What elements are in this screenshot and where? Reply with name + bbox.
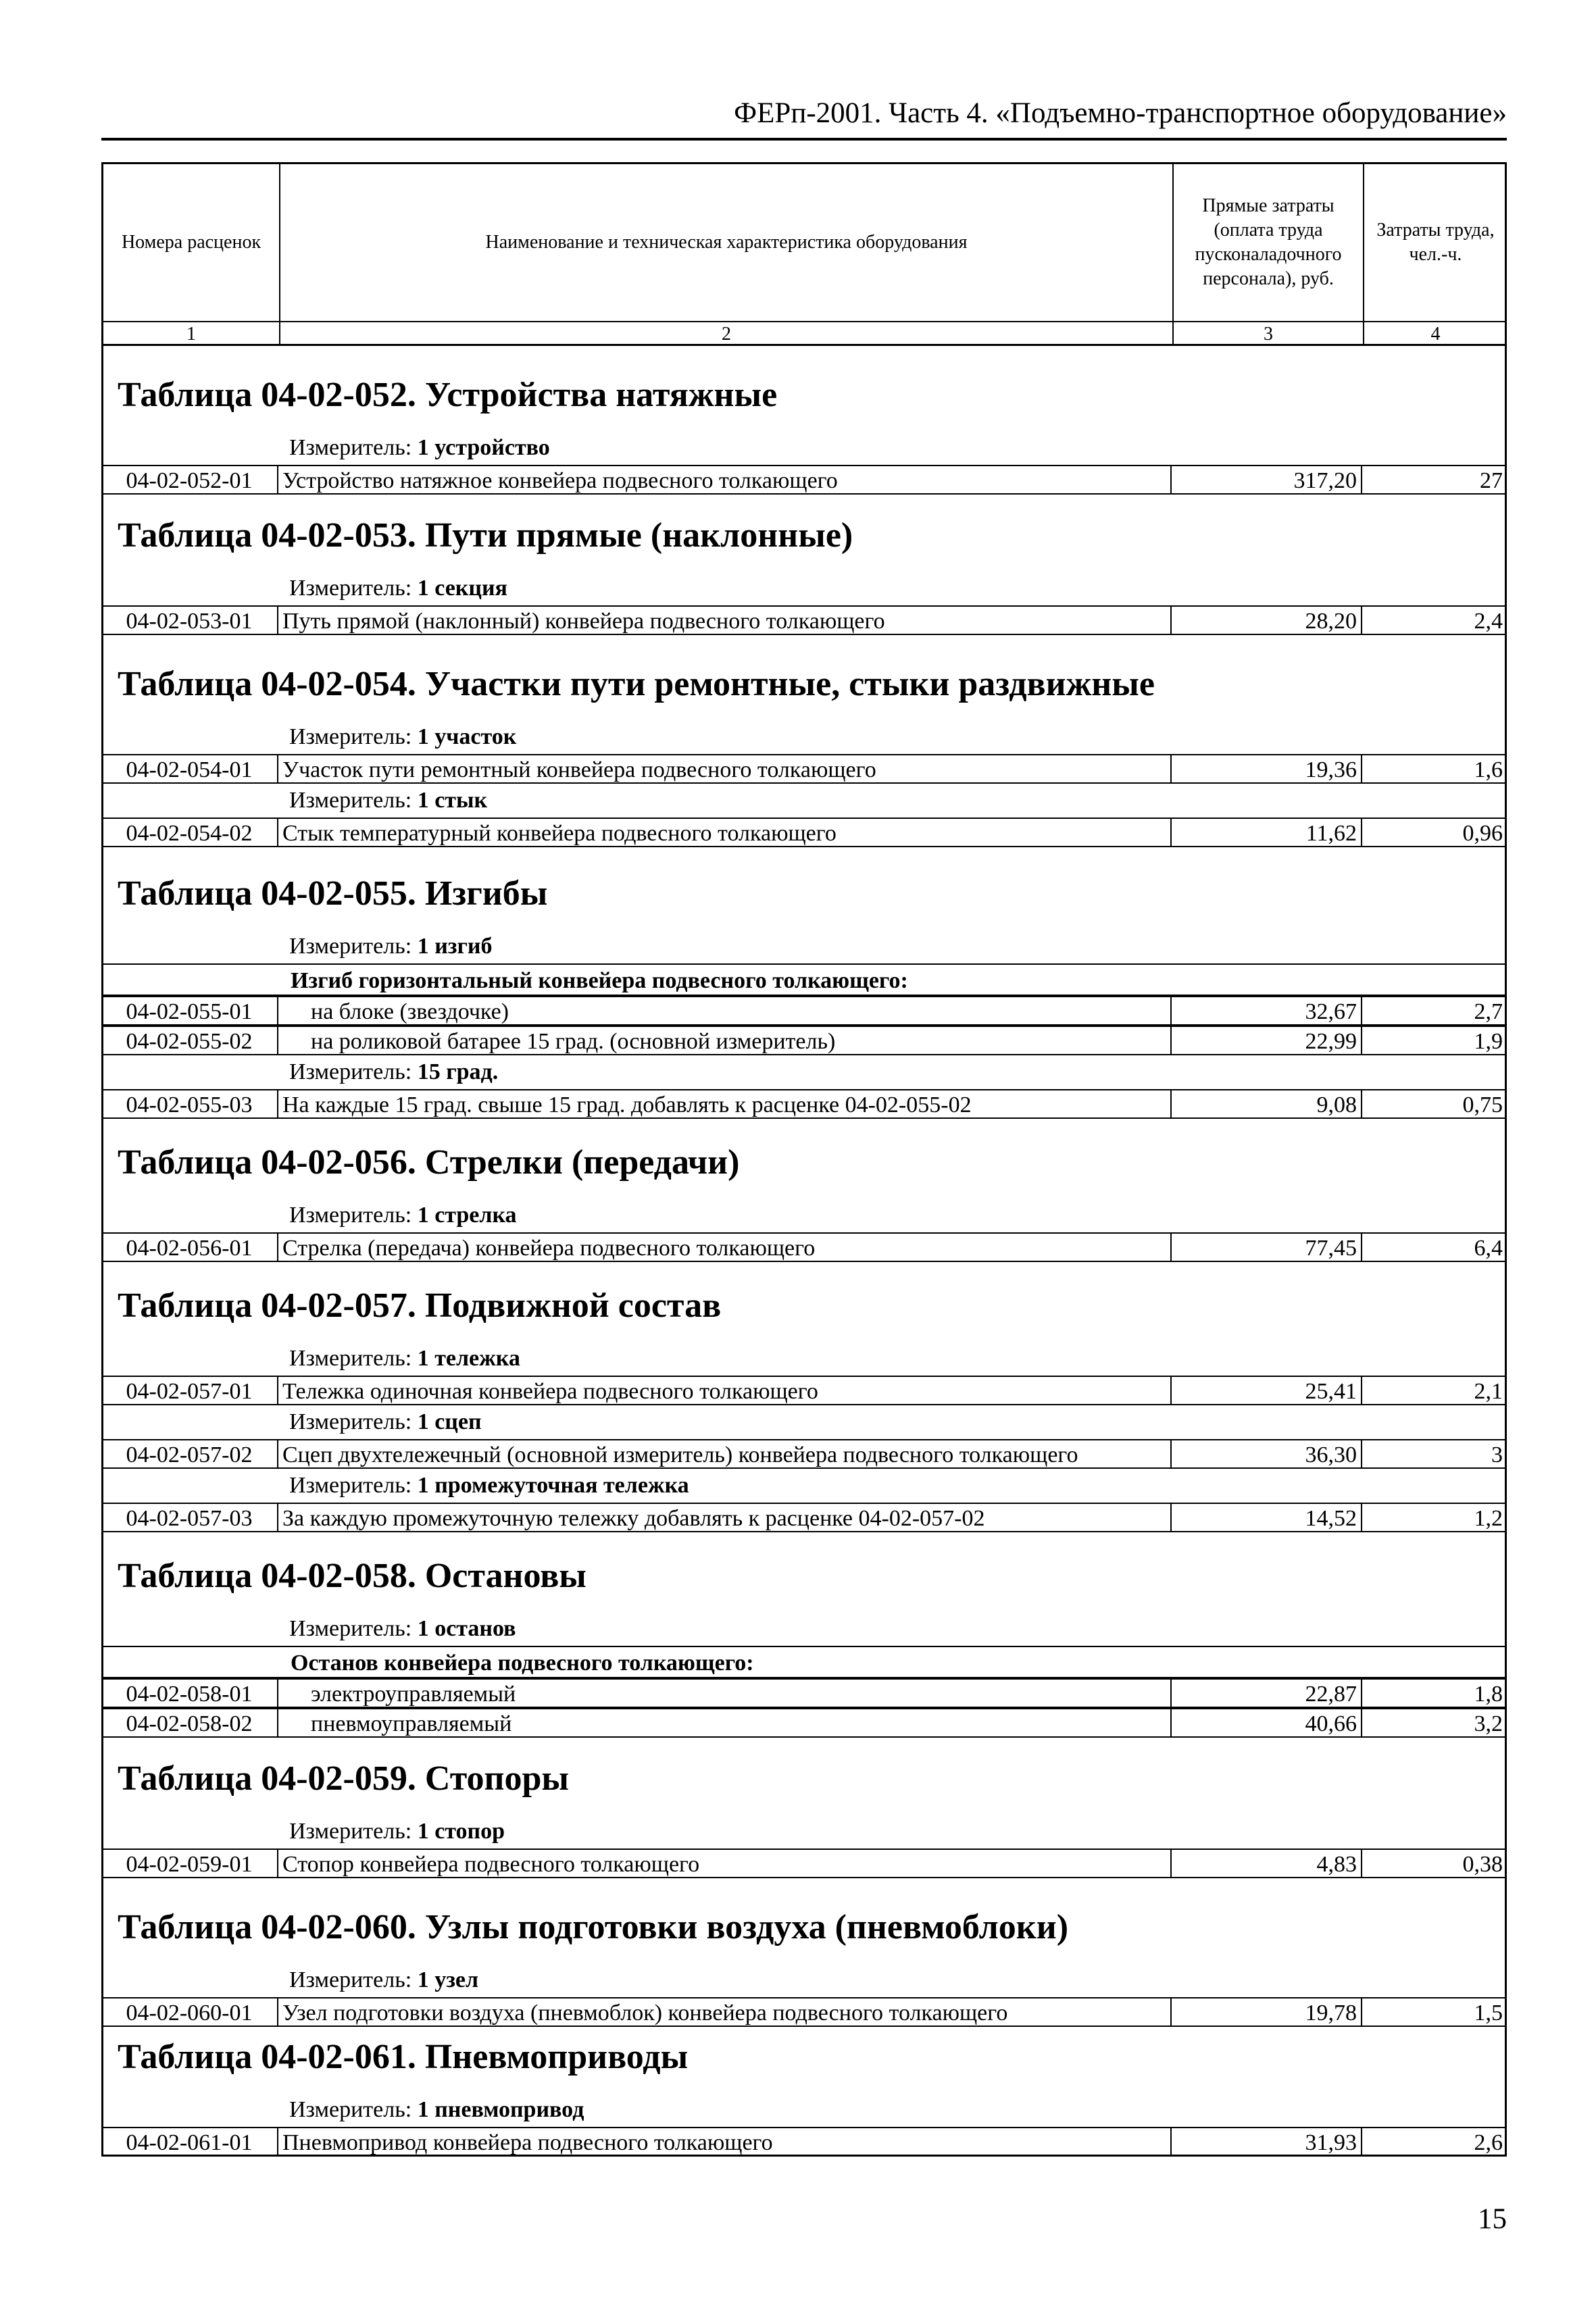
meter: Измеритель: 1 секция: [289, 576, 507, 601]
row-code: 04-02-061-01: [101, 2127, 278, 2157]
row-name: Стык температурный конвейера подвесного толкающего: [278, 818, 1172, 847]
row-price: 11,62: [1172, 818, 1362, 847]
row-name: На каждые 15 град. свыше 15 град. добавлять к расценке 04-02-055-02: [278, 1089, 1172, 1119]
meter: Измеритель: 1 стык: [289, 788, 488, 813]
column-header: [101, 162, 1507, 346]
row-labor: 27: [1362, 465, 1507, 495]
section-04-02-055: [101, 858, 1507, 1119]
row-labor: 3,2: [1362, 1708, 1507, 1738]
row-name: Тележка одиночная конвейера подвесного толкающего: [278, 1376, 1172, 1405]
row-name: Участок пути ремонтный конвейера подвесного толкающего: [278, 754, 1172, 784]
row-labor: 2,7: [1362, 996, 1507, 1026]
row-code: 04-02-057-02: [101, 1439, 278, 1469]
row-name: электроуправляемый: [278, 1678, 1172, 1708]
row-price: 31,93: [1172, 2127, 1362, 2157]
meter: Измеритель: 1 участок: [289, 724, 517, 749]
row-name: Узел подготовки воздуха (пневмоблок) конвейера подвесного толкающего: [278, 1997, 1172, 2027]
table-row: [101, 1089, 1507, 1119]
meter: Измеритель: 1 останов: [289, 1616, 516, 1641]
group-subheading: Изгиб горизонтальный конвейера подвесного толкающего:: [101, 963, 1507, 996]
meter: Измеритель: 1 устройство: [289, 435, 550, 460]
table-row: [101, 1708, 1507, 1738]
section-04-02-053: [101, 500, 1507, 635]
table-row: [101, 1678, 1507, 1708]
section-04-02-059: [101, 1743, 1507, 1878]
section-04-02-057: [101, 1270, 1507, 1532]
col-header-labor: Затраты труда, чел.-ч.: [1376, 220, 1495, 265]
section-04-02-052: [101, 359, 1507, 495]
table-row: [101, 1848, 1507, 1878]
row-name: на блоке (звездочке): [278, 996, 1172, 1026]
section-title: Таблица 04-02-060. Узлы подготовки воздуха (пневмоблоки): [118, 1908, 1069, 1946]
meter: Измеритель: 1 стрелка: [289, 1203, 517, 1228]
row-price: 77,45: [1172, 1232, 1362, 1262]
table-row: [101, 754, 1507, 784]
row-price: 317,20: [1172, 465, 1362, 495]
section-title: Таблица 04-02-058. Остановы: [118, 1557, 587, 1595]
section-title: Таблица 04-02-054. Участки пути ремонтные, стыки раздвижные: [118, 665, 1155, 703]
row-price: 32,67: [1172, 996, 1362, 1026]
row-price: 36,30: [1172, 1439, 1362, 1469]
row-code: 04-02-059-01: [101, 1848, 278, 1878]
section-title: Таблица 04-02-056. Стрелки (передачи): [118, 1143, 740, 1182]
row-labor: 1,2: [1362, 1503, 1507, 1532]
row-code: 04-02-053-01: [101, 605, 278, 635]
col-number-2: 2: [280, 321, 1174, 346]
row-name: на роликовой батарее 15 град. (основной измеритель): [278, 1026, 1172, 1055]
meter: Измеритель: 1 сцеп: [289, 1409, 482, 1434]
row-labor: 0,96: [1362, 818, 1507, 847]
section-title: Таблица 04-02-061. Пневмоприводы: [118, 2038, 689, 2076]
meter: Измеритель: 1 тележка: [289, 1346, 520, 1371]
row-code: 04-02-057-03: [101, 1503, 278, 1532]
row-code: 04-02-060-01: [101, 1997, 278, 2027]
table-row: [101, 605, 1507, 635]
row-code: 04-02-055-01: [101, 996, 278, 1026]
section-title: Таблица 04-02-055. Изгибы: [118, 874, 548, 913]
row-name: Путь прямой (наклонный) конвейера подвесного толкающего: [278, 605, 1172, 635]
meter: Измеритель: 1 стопор: [289, 1819, 505, 1844]
row-labor: 2,6: [1362, 2127, 1507, 2157]
row-name: За каждую промежуточную тележку добавлять к расценке 04-02-057-02: [278, 1503, 1172, 1532]
row-labor: 6,4: [1362, 1232, 1507, 1262]
row-name: Стопор конвейера подвесного толкающего: [278, 1848, 1172, 1878]
table-row: [101, 2127, 1507, 2157]
col-header-codes: Номера расценок: [103, 164, 280, 321]
section-04-02-056: [101, 1127, 1507, 1262]
row-code: 04-02-058-02: [101, 1708, 278, 1738]
meter: Измеритель: 15 град.: [289, 1059, 499, 1084]
col-number-1: 1: [103, 321, 280, 346]
row-code: 04-02-054-02: [101, 818, 278, 847]
row-labor: 2,4: [1362, 605, 1507, 635]
row-code: 04-02-054-01: [101, 754, 278, 784]
row-labor: 1,8: [1362, 1678, 1507, 1708]
row-name: пневмоуправляемый: [278, 1708, 1172, 1738]
row-name: Сцеп двухтележечный (основной измеритель) конвейера подвесного толкающего: [278, 1439, 1172, 1469]
meter: Измеритель: 1 изгиб: [289, 934, 493, 959]
table-row: [101, 1503, 1507, 1532]
row-code: 04-02-057-01: [101, 1376, 278, 1405]
meter: Измеритель: 1 промежуточная тележка: [289, 1473, 689, 1498]
row-price: 14,52: [1172, 1503, 1362, 1532]
col-number-4: 4: [1364, 321, 1507, 346]
row-price: 25,41: [1172, 1376, 1362, 1405]
row-name: Устройство натяжное конвейера подвесного толкающего: [278, 465, 1172, 495]
table-row: [101, 996, 1507, 1026]
meter: Измеритель: 1 пневмопривод: [289, 2097, 584, 2122]
section-04-02-060: [101, 1892, 1507, 2027]
col-header-name: Наименование и техническая характеристика оборудования: [280, 164, 1174, 321]
meter: Измеритель: 1 узел: [289, 1967, 479, 1992]
table-row: [101, 818, 1507, 847]
header-rule: [101, 138, 1507, 141]
row-name: Стрелка (передача) конвейера подвесного толкающего: [278, 1232, 1172, 1262]
section-title: Таблица 04-02-052. Устройства натяжные: [118, 376, 778, 414]
row-labor: 0,75: [1362, 1089, 1507, 1119]
group-subheading: Останов конвейера подвесного толкающего:: [101, 1646, 1507, 1678]
row-price: 22,87: [1172, 1678, 1362, 1708]
col-number-3: 3: [1174, 321, 1364, 346]
row-labor: 1,5: [1362, 1997, 1507, 2027]
running-header: ФЕРп-2001. Часть 4. «Подъемно-транспортное оборудование»: [734, 97, 1507, 129]
row-code: 04-02-055-02: [101, 1026, 278, 1055]
row-code: 04-02-055-03: [101, 1089, 278, 1119]
row-price: 19,36: [1172, 754, 1362, 784]
row-labor: 1,6: [1362, 754, 1507, 784]
table-row: [101, 1376, 1507, 1405]
section-04-02-058: [101, 1540, 1507, 1738]
row-labor: 2,1: [1362, 1376, 1507, 1405]
row-price: 40,66: [1172, 1708, 1362, 1738]
row-price: 19,78: [1172, 1997, 1362, 2027]
table-row: [101, 1232, 1507, 1262]
table-row: [101, 1026, 1507, 1055]
row-labor: 1,9: [1362, 1026, 1507, 1055]
row-price: 9,08: [1172, 1089, 1362, 1119]
row-code: 04-02-058-01: [101, 1678, 278, 1708]
row-name: Пневмопривод конвейера подвесного толкающего: [278, 2127, 1172, 2157]
row-price: 4,83: [1172, 1848, 1362, 1878]
table-row: [101, 1439, 1507, 1469]
row-price: 22,99: [1172, 1026, 1362, 1055]
row-price: 28,20: [1172, 605, 1362, 635]
row-labor: 3: [1362, 1439, 1507, 1469]
col-header-direct-costs: Прямые затраты (оплата труда пусконаладочного персонала), руб.: [1174, 164, 1364, 321]
row-code: 04-02-052-01: [101, 465, 278, 495]
table-row: [101, 465, 1507, 495]
section-04-02-061: [101, 2021, 1507, 2157]
page-number: 15: [1478, 2203, 1507, 2235]
section-title: Таблица 04-02-053. Пути прямые (наклонные): [118, 516, 853, 555]
row-code: 04-02-056-01: [101, 1232, 278, 1262]
section-title: Таблица 04-02-057. Подвижной состав: [118, 1286, 722, 1325]
row-labor: 0,38: [1362, 1848, 1507, 1878]
section-title: Таблица 04-02-059. Стопоры: [118, 1759, 570, 1798]
section-04-02-054: [101, 649, 1507, 847]
